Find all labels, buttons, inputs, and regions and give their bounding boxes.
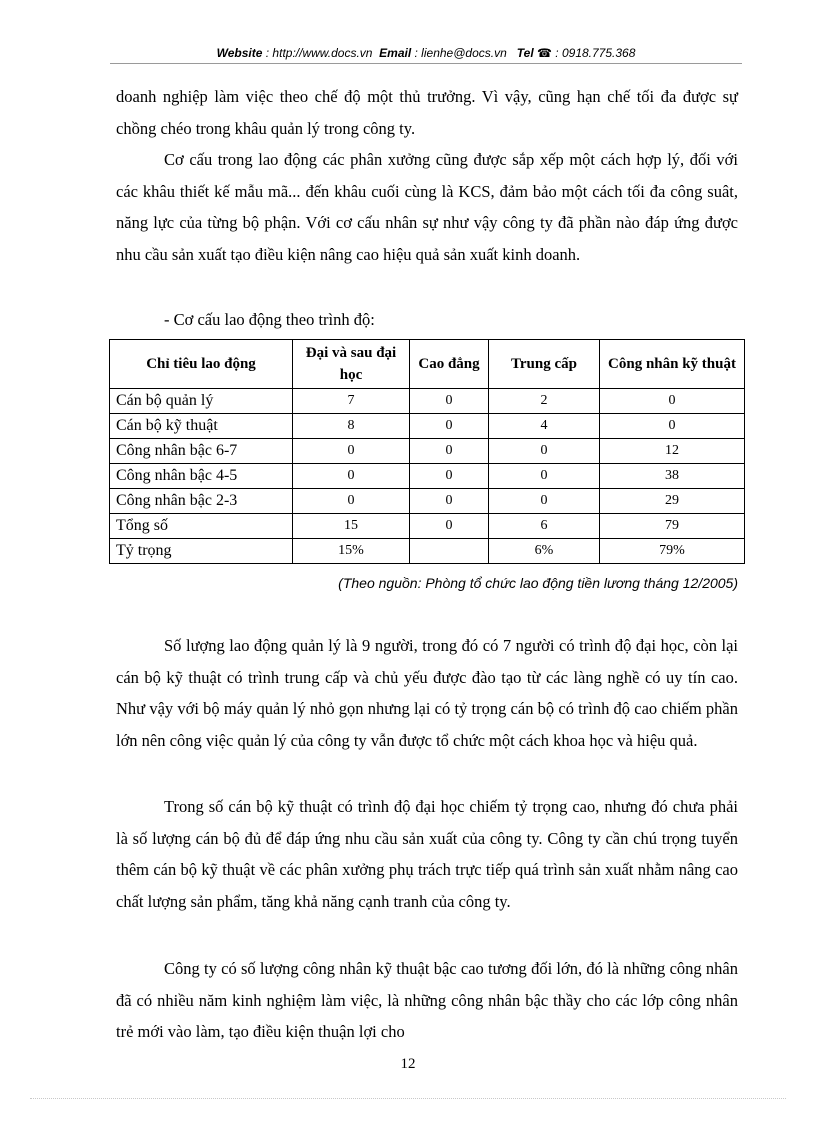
cell: 0: [489, 439, 600, 464]
cell: 0: [410, 414, 489, 439]
website-url: : http://www.docs.vn: [265, 46, 373, 60]
cell: 0: [600, 414, 745, 439]
cell: 0: [410, 439, 489, 464]
col-header-criteria: Chỉ tiêu lao động: [110, 340, 293, 389]
row-label: Tổng số: [110, 514, 293, 539]
website-label: Website: [216, 46, 263, 60]
paragraph-4: Trong số cán bộ kỹ thuật có trình độ đại học chiếm tỷ trọng cao, nhưng đó chưa phải là số lượng cán bộ đủ để đáp ứng nhu cầu sản xuất của công ty. Công ty cần chú trọng tuyển thêm cán bộ kỹ thuật về các phân xưởng phụ trách trực tiếp quá trình sản xuất nhằm nâng cao chất lượng sản phẩm, tăng khả năng cạnh tranh của công ty.: [116, 797, 738, 911]
paragraph-1: doanh nghiệp làm việc theo chế độ một thủ trưởng. Vì vậy, cũng hạn chế tối đa được sự chồng chéo trong khâu quản lý trong công ty.: [116, 87, 738, 138]
cell: 2: [489, 389, 600, 414]
table-row: [110, 389, 745, 414]
cell: 79%: [600, 539, 745, 564]
cell: 15%: [293, 539, 410, 564]
cell: 7: [293, 389, 410, 414]
table-row: [110, 464, 745, 489]
cell: [410, 539, 489, 564]
cell: 0: [410, 489, 489, 514]
table-row: [110, 414, 745, 439]
cell: 12: [600, 439, 745, 464]
col-header-university: Đại và sau đại học: [293, 340, 410, 389]
col-header-college: Cao đẳng: [410, 340, 489, 389]
page-number: 12: [400, 1056, 416, 1072]
row-label: Cán bộ quản lý: [110, 389, 293, 414]
cell: 0: [293, 464, 410, 489]
cell: 0: [293, 439, 410, 464]
paragraph-5: Công ty có số lượng công nhân kỹ thuật bậc cao tương đối lớn, đó là những công nhân đã có nhiều năm kinh nghiệm làm việc, là những công nhân bậc thầy cho các lớp công nhân trẻ mới vào làm, tạo điều kiện thuận lợi cho: [116, 959, 738, 1042]
cell: 0: [410, 389, 489, 414]
row-label: Công nhân bậc 4-5: [110, 464, 293, 489]
page-bottom-divider: [30, 1098, 786, 1099]
page-header: [110, 46, 742, 64]
cell: 29: [600, 489, 745, 514]
row-label: Công nhân bậc 6-7: [110, 439, 293, 464]
table-header-row: [110, 340, 745, 389]
table-source-note: (Theo nguồn: Phòng tổ chức lao động tiền lương tháng 12/2005): [338, 575, 738, 591]
row-label: Công nhân bậc 2-3: [110, 489, 293, 514]
paragraph-2: Cơ cấu trong lao động các phân xưởng cũng được sắp xếp một cách hợp lý, đối với các khâu thiết kế mẫu mã... đến khâu cuối cùng là KCS, đảm bảo một cách tối đa công suât, năng lực của từng bộ phận. Với cơ cấu nhân sự như vậy công ty đã phần nào đáp ứng được nhu cầu sản xuất tạo điều kiện nâng cao hiệu quả sản xuất kinh doanh.: [116, 150, 738, 264]
cell: 4: [489, 414, 600, 439]
cell: 0: [600, 389, 745, 414]
cell: 0: [489, 464, 600, 489]
tel-label: Tel ☎: [516, 46, 552, 60]
cell: 6: [489, 514, 600, 539]
paragraph-3: Số lượng lao động quản lý là 9 người, trong đó có 7 người có trình độ đại học, còn lại cán bộ kỹ thuật có trình trung cấp và chủ yếu được đào tạo từ các làng nghề có uy tín cao. Như vậy với bộ máy quản lý nhỏ gọn nhưng lại có tỷ trọng cán bộ có trình độ cao chiếm phần lớn nên công việc quản lý của công ty vẫn được tổ chức một cách khoa học và hiệu quả.: [116, 636, 738, 750]
cell: 0: [489, 489, 600, 514]
cell: 0: [410, 464, 489, 489]
cell: 8: [293, 414, 410, 439]
col-header-intermediate: Trung cấp: [489, 340, 600, 389]
table-heading: - Cơ cấu lao động theo trình độ:: [164, 310, 375, 329]
col-header-technical-workers: Công nhân kỹ thuật: [600, 340, 745, 389]
cell: 38: [600, 464, 745, 489]
cell: 0: [293, 489, 410, 514]
tel-number: : 0918.775.368: [555, 46, 636, 60]
cell: 15: [293, 514, 410, 539]
row-label: Tỷ trọng: [110, 539, 293, 564]
table-row: [110, 439, 745, 464]
row-label: Cán bộ kỹ thuật: [110, 414, 293, 439]
table-row-share: [110, 539, 745, 564]
cell: 79: [600, 514, 745, 539]
email-label: Email: [379, 46, 412, 60]
email-address: : lienhe@docs.vn: [414, 46, 507, 60]
cell: 0: [410, 514, 489, 539]
table-row: [110, 489, 745, 514]
cell: 6%: [489, 539, 600, 564]
table-row-total: [110, 514, 745, 539]
labor-structure-table: [109, 339, 745, 564]
